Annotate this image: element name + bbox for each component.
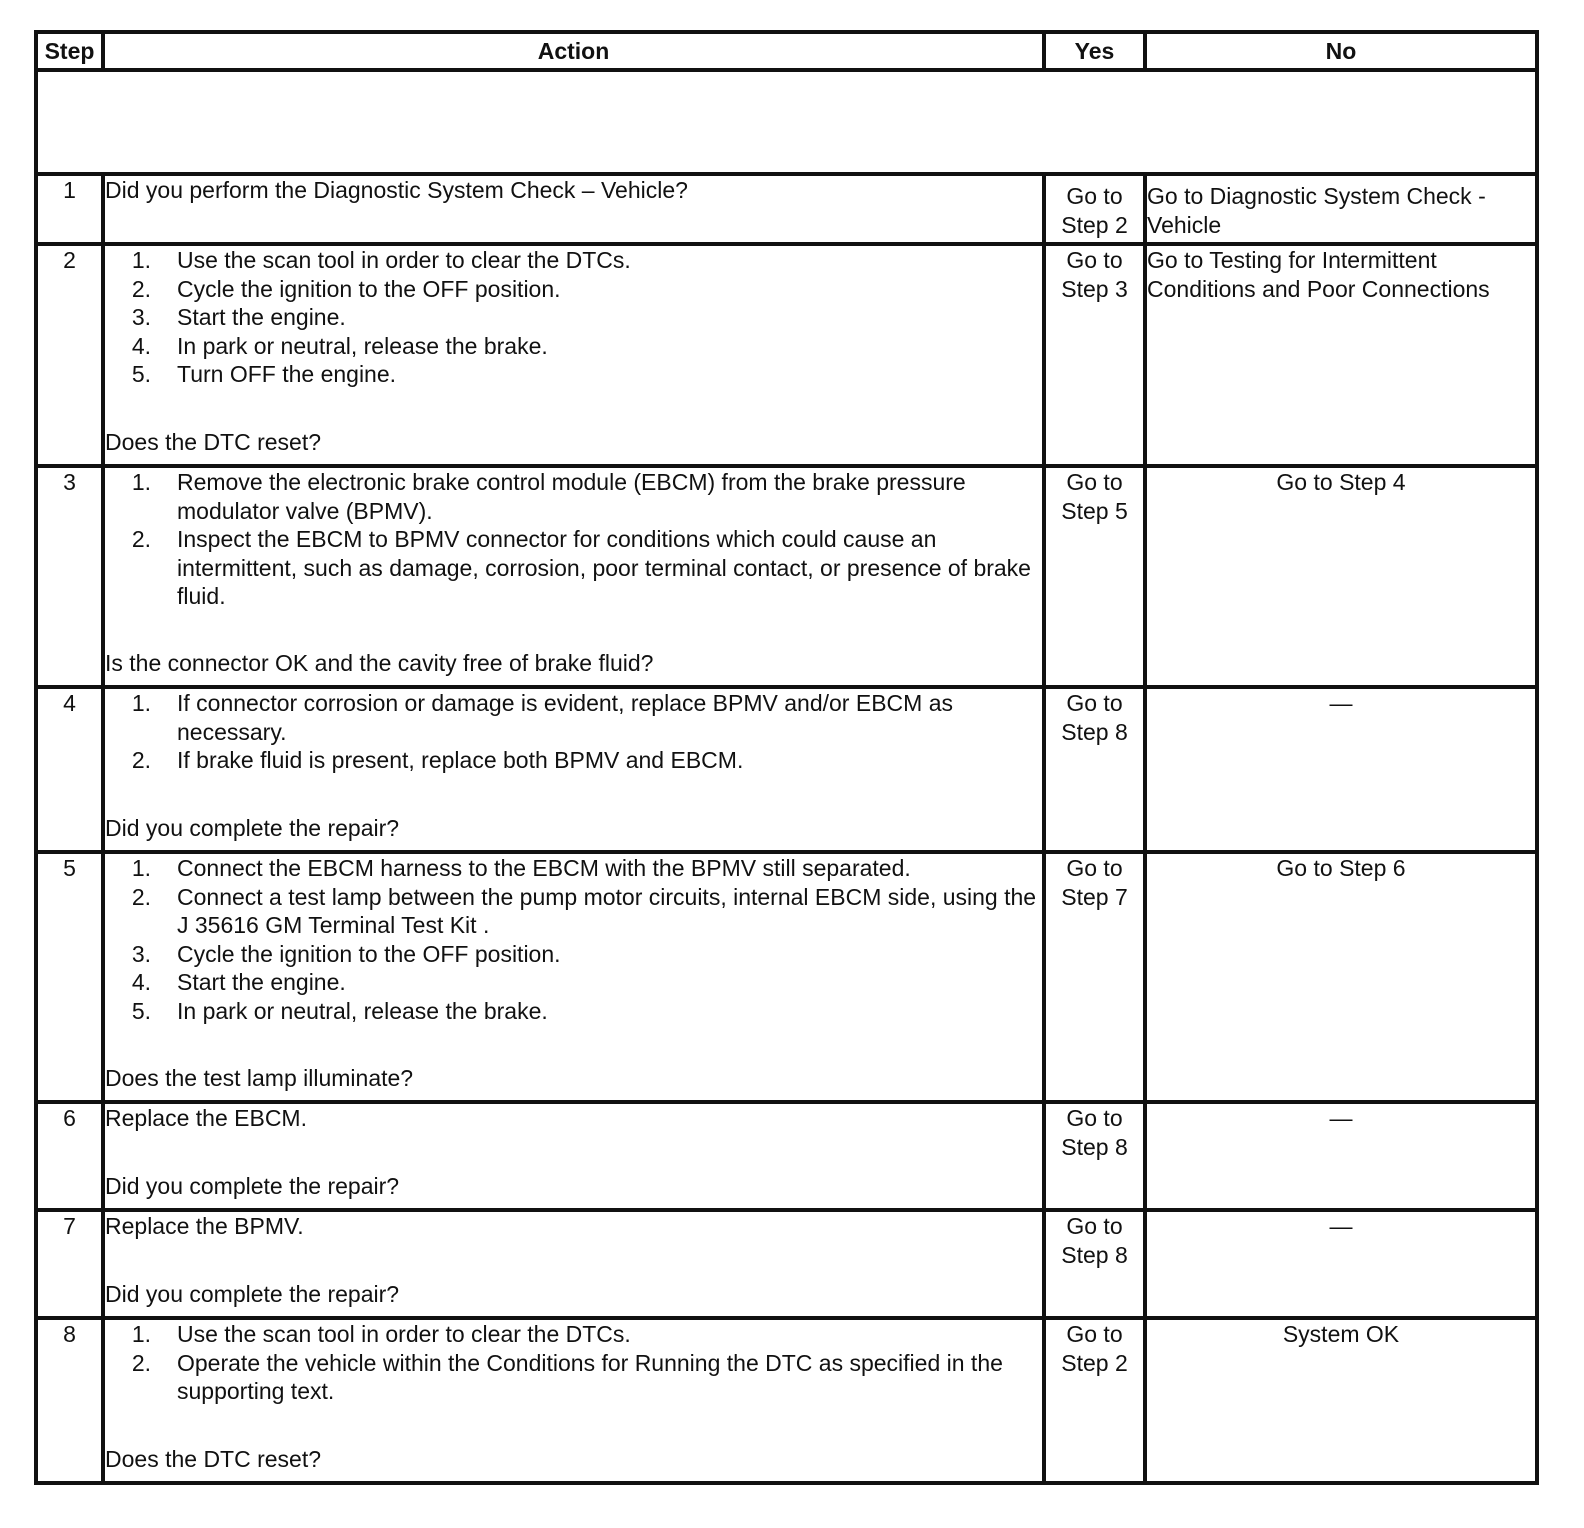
table-row: [36, 244, 1537, 466]
yes-cell: Go to Step 2: [1044, 174, 1145, 244]
question: Did you perform the Diagnostic System Check – Vehicle?: [105, 177, 688, 203]
step-number: 6: [36, 1102, 103, 1210]
action-cell: [103, 466, 1044, 687]
yes-cell: Go to Step 8: [1044, 1210, 1145, 1318]
step-number: 4: [36, 687, 103, 852]
list-item: 5. Turn OFF the engine.: [131, 361, 397, 387]
yes-cell: Go to Step 8: [1044, 687, 1145, 852]
action-cell: [103, 687, 1044, 852]
table-row: [36, 466, 1537, 687]
yes-cell: Go to Step 7: [1044, 852, 1145, 1102]
table-row: [36, 174, 1537, 244]
step-number: 1: [36, 174, 103, 244]
header-yes: Yes: [1044, 32, 1145, 70]
step-number: 3: [36, 466, 103, 687]
question: Did you complete the repair?: [105, 1280, 400, 1307]
table-row: [36, 1210, 1537, 1318]
blank-row: [36, 70, 1537, 174]
no-cell: —: [1145, 1102, 1537, 1210]
question: Did you complete the repair?: [105, 1172, 400, 1199]
table-row: [36, 687, 1537, 852]
action-cell: [103, 244, 1044, 466]
list-item: 1. Connect the EBCM harness to the EBCM with the BPMV still separated.: [131, 855, 911, 881]
question: Did you complete the repair?: [105, 814, 400, 841]
action-cell: [103, 1318, 1044, 1483]
header-action: Action: [103, 32, 1044, 70]
list-item: 2. If brake fluid is present, replace both BPMV and EBCM.: [131, 747, 744, 773]
header-row: [36, 32, 1537, 70]
no-cell: —: [1145, 687, 1537, 852]
no-cell: Go to Step 4: [1145, 466, 1537, 687]
no-cell: Go to Diagnostic System Check - Vehicle: [1145, 174, 1537, 244]
list-item: 2. Connect a test lamp between the pump motor circuits, internal EBCM side, using the J 35616 GM Terminal Test Kit .: [131, 883, 1037, 938]
header-no: No: [1145, 32, 1537, 70]
list-item: 5. In park or neutral, release the brake.: [131, 997, 548, 1024]
instruction: Replace the BPMV.: [105, 1213, 304, 1239]
question: Does the test lamp illuminate?: [105, 1064, 414, 1091]
list-item: 2. Inspect the EBCM to BPMV connector for conditions which could cause an intermittent, such as damage, corrosion, poor terminal contact, or presence of brake fluid.: [131, 526, 1031, 609]
yes-cell: Go to Step 2: [1044, 1318, 1145, 1483]
table-row: [36, 1318, 1537, 1483]
no-cell: Go to Step 6: [1145, 852, 1537, 1102]
question: Does the DTC reset?: [105, 1445, 322, 1472]
list-item: 4. Start the engine.: [131, 969, 346, 995]
diagnostic-table: [34, 30, 1539, 1485]
list-item: 2. Cycle the ignition to the OFF position.: [131, 275, 561, 302]
question: Is the connector OK and the cavity free of brake fluid?: [105, 649, 654, 676]
step-number: 8: [36, 1318, 103, 1483]
header-step: Step: [36, 32, 103, 70]
list-item: 1. If connector corrosion or damage is evident, replace BPMV and/or EBCM as necessary.: [131, 690, 953, 745]
table-row: [36, 1102, 1537, 1210]
step-number: 5: [36, 852, 103, 1102]
no-cell: Go to Testing for Intermittent Conditions and Poor Connections: [1145, 244, 1537, 466]
list-item: 3. Start the engine.: [131, 304, 346, 330]
step-number: 2: [36, 244, 103, 466]
list-item: 1. Use the scan tool in order to clear the DTCs.: [131, 247, 631, 273]
yes-cell: Go to Step 8: [1044, 1102, 1145, 1210]
list-item: 4. In park or neutral, release the brake.: [131, 332, 548, 359]
action-cell: [103, 1102, 1044, 1210]
table-row: [36, 852, 1537, 1102]
no-cell: —: [1145, 1210, 1537, 1318]
yes-cell: Go to Step 5: [1044, 466, 1145, 687]
action-cell: [103, 852, 1044, 1102]
action-cell: [103, 1210, 1044, 1318]
list-item: 3. Cycle the ignition to the OFF position.: [131, 940, 561, 967]
list-item: 1. Use the scan tool in order to clear the DTCs.: [131, 1321, 631, 1347]
blank-cell: [36, 70, 1537, 174]
yes-cell: Go to Step 3: [1044, 244, 1145, 466]
list-item: 2. Operate the vehicle within the Conditions for Running the DTC as specified in the supporting text.: [131, 1349, 1003, 1404]
action-cell: [103, 174, 1044, 244]
question: Does the DTC reset?: [105, 428, 322, 455]
step-number: 7: [36, 1210, 103, 1318]
list-item: 1. Remove the electronic brake control module (EBCM) from the brake pressure modulator valve (BPMV).: [131, 469, 966, 524]
instruction: Replace the EBCM.: [105, 1105, 307, 1131]
no-cell: System OK: [1145, 1318, 1537, 1483]
